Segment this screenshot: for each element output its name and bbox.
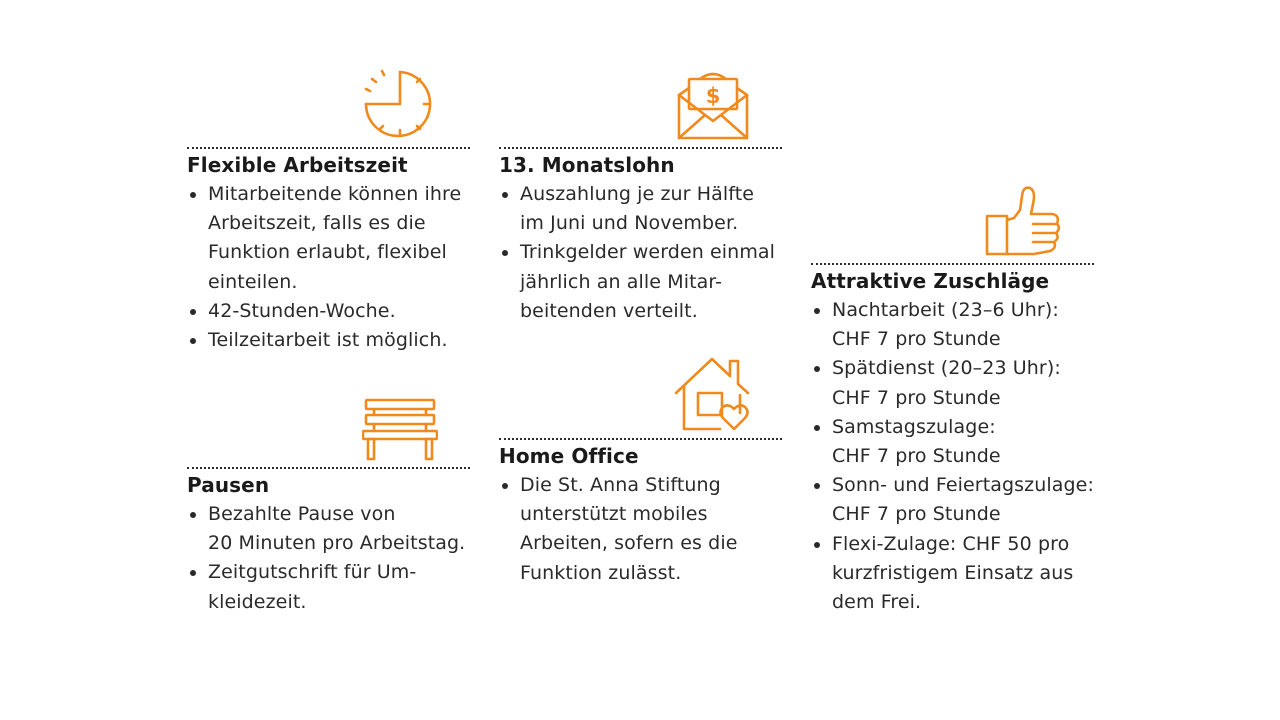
bullet-list — [187, 180, 461, 355]
list-item: Auszahlung je zur Hälfte im Juni und November. — [499, 180, 775, 238]
section-attraktive-zuschlaege — [811, 267, 1094, 617]
section-title: Attraktive Zuschläge — [811, 269, 1050, 293]
thumbs-up-icon — [984, 184, 1062, 258]
section-divider — [187, 467, 470, 469]
section-title: Home Office — [499, 444, 639, 468]
list-item: Nachtarbeit (23–6 Uhr): CHF 7 pro Stunde — [811, 296, 1094, 354]
section-flexible-arbeitszeit — [187, 151, 461, 355]
section-divider — [811, 263, 1094, 265]
svg-text:$: $ — [705, 84, 721, 108]
list-item: Zeitgutschrift für Um- kleidezeit. — [187, 558, 465, 616]
section-pausen — [187, 471, 465, 617]
list-item: Teilzeitarbeit ist möglich. — [187, 326, 461, 355]
money-envelope-icon — [676, 71, 750, 141]
section-13-monatslohn — [499, 151, 775, 326]
section-title: Pausen — [187, 473, 270, 497]
house-heart-icon — [674, 355, 752, 433]
bench-icon — [362, 397, 438, 461]
list-item: Trinkgelder werden einmal jährlich an alle Mitar- beitenden verteilt. — [499, 238, 775, 326]
list-item: 42-Stunden-Woche. — [187, 297, 461, 326]
section-title: Flexible Arbeitszeit — [187, 153, 408, 177]
section-home-office — [499, 442, 738, 588]
list-item: Flexi-Zulage: CHF 50 pro kurzfristigem Einsatz aus dem Frei. — [811, 530, 1094, 618]
list-item: Samstagszulage: CHF 7 pro Stunde — [811, 413, 1094, 471]
list-item: Spätdienst (20–23 Uhr): CHF 7 pro Stunde — [811, 354, 1094, 412]
bullet-list — [811, 296, 1094, 617]
bullet-list — [499, 471, 738, 588]
list-item: Die St. Anna Stiftung unterstützt mobiles Arbeiten, sofern es die Funktion zulässt. — [499, 471, 738, 588]
section-divider — [499, 147, 782, 149]
section-title: 13. Monatslohn — [499, 153, 675, 177]
list-item: Bezahlte Pause von 20 Minuten pro Arbeitstag. — [187, 500, 465, 558]
list-item: Mitarbeitende können ihre Arbeitszeit, falls es die Funktion erlaubt, flexibel einteilen. — [187, 180, 461, 297]
bullet-list — [187, 500, 465, 617]
bullet-list — [499, 180, 775, 326]
clock-icon — [362, 68, 438, 140]
list-item: Sonn- und Feiertagszulage: CHF 7 pro Stunde — [811, 471, 1094, 529]
section-divider — [499, 438, 782, 440]
section-divider — [187, 147, 470, 149]
